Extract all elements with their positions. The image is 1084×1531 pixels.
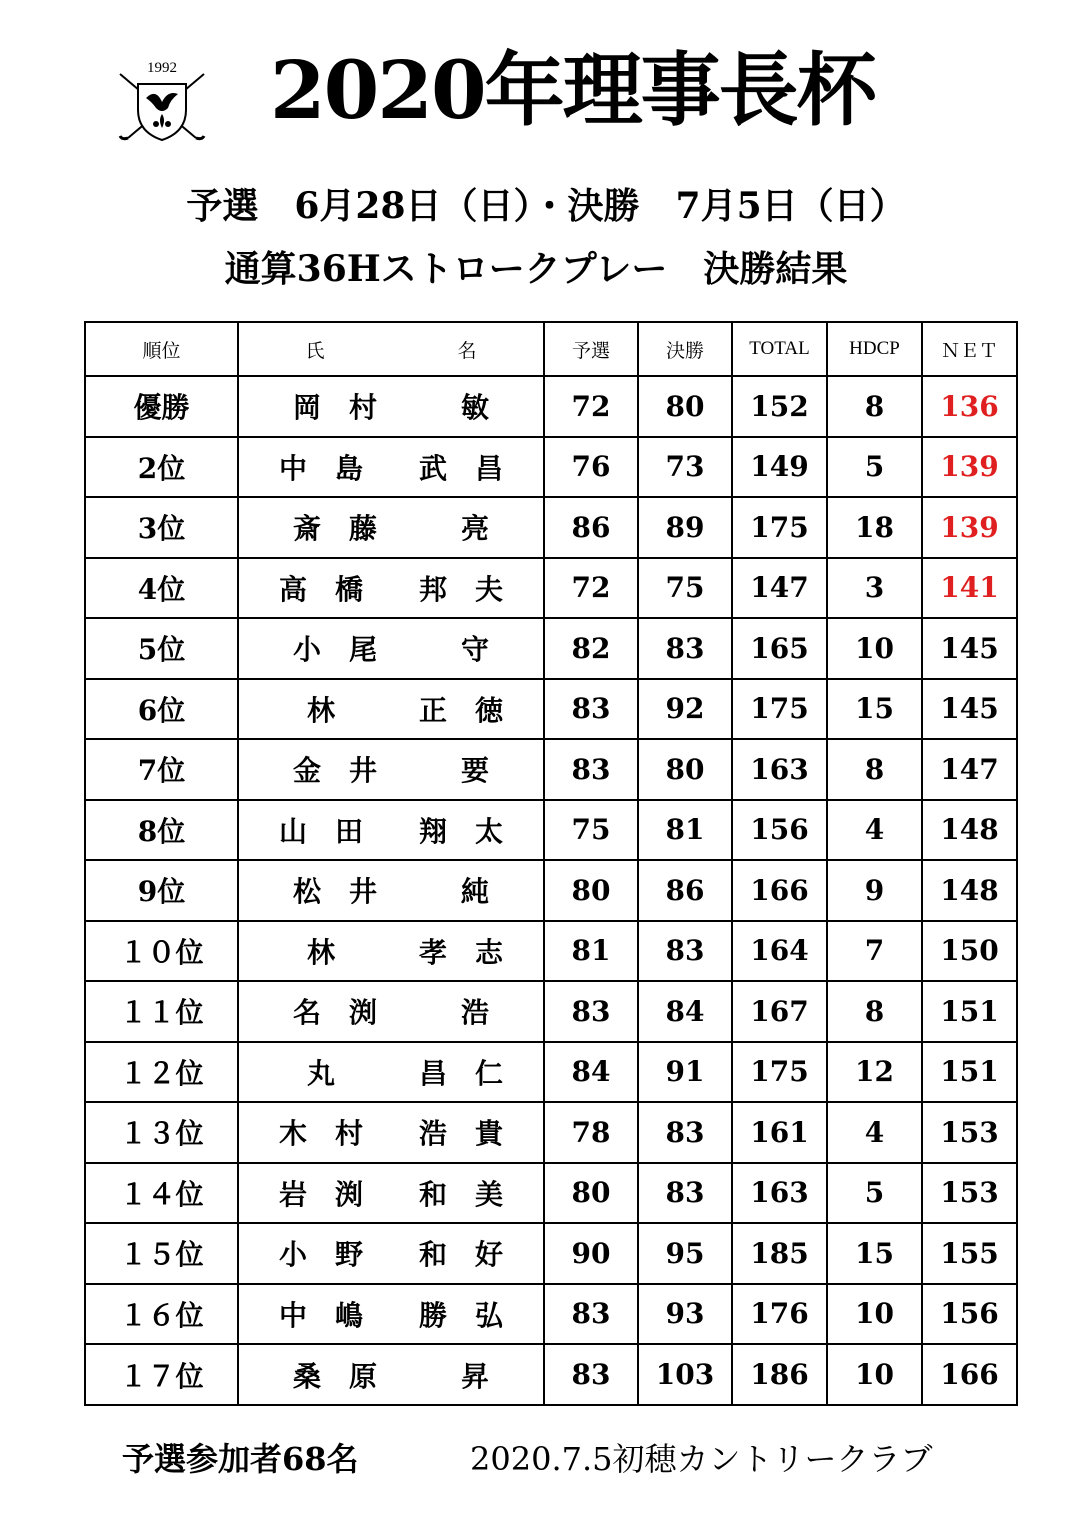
cell-name: 名 渕 浩 <box>238 981 544 1042</box>
cell-prelim: 83 <box>544 1344 638 1405</box>
cell-total: 167 <box>732 981 827 1042</box>
cell-final: 83 <box>638 618 732 679</box>
club-logo <box>112 58 212 154</box>
header-hdcp: HDCP <box>827 322 922 376</box>
cell-final: 80 <box>638 376 732 437</box>
cell-name: 中 島 武 昌 <box>238 437 544 498</box>
cell-net: 148 <box>922 860 1017 921</box>
cell-rank: 4位 <box>85 558 238 619</box>
cell-rank: 6位 <box>85 679 238 740</box>
cell-total: 166 <box>732 860 827 921</box>
cell-final: 75 <box>638 558 732 619</box>
cell-prelim: 86 <box>544 497 638 558</box>
cell-rank: 8位 <box>85 800 238 861</box>
cell-total: 161 <box>732 1102 827 1163</box>
table-row <box>85 921 1017 982</box>
cell-hdcp: 5 <box>827 1163 922 1224</box>
cell-net: 136 <box>922 376 1017 437</box>
header-row <box>85 322 1017 376</box>
table-row <box>85 679 1017 740</box>
cell-hdcp: 3 <box>827 558 922 619</box>
cell-prelim: 76 <box>544 437 638 498</box>
logo-year: 1992 <box>147 60 177 76</box>
header-net: ＮＥＴ <box>922 322 1017 376</box>
cell-hdcp: 15 <box>827 679 922 740</box>
table-row <box>85 497 1017 558</box>
cell-prelim: 83 <box>544 1284 638 1345</box>
cell-hdcp: 10 <box>827 1284 922 1345</box>
participants-count: 予選参加者68名 <box>122 1440 359 1478</box>
cell-hdcp: 5 <box>827 437 922 498</box>
cell-prelim: 83 <box>544 981 638 1042</box>
cell-rank: １４位 <box>85 1163 238 1224</box>
cell-final: 95 <box>638 1223 732 1284</box>
schedule-subtitle: 予選 6月28日（日）・決勝 7月5日（日） <box>186 185 906 227</box>
cell-net: 153 <box>922 1102 1017 1163</box>
cell-net: 139 <box>922 497 1017 558</box>
results-subtitle: 通算36Hストロークプレー 決勝結果 <box>224 248 848 290</box>
table-row <box>85 376 1017 437</box>
table-row <box>85 558 1017 619</box>
cell-prelim: 83 <box>544 739 638 800</box>
cell-name: 山 田 翔 太 <box>238 800 544 861</box>
cell-final: 73 <box>638 437 732 498</box>
results-body <box>85 376 1017 1405</box>
cell-name: 岩 渕 和 美 <box>238 1163 544 1224</box>
cell-name: 木 村 浩 貴 <box>238 1102 544 1163</box>
cell-net: 153 <box>922 1163 1017 1224</box>
cell-final: 81 <box>638 800 732 861</box>
cell-hdcp: 10 <box>827 1344 922 1405</box>
cell-name: 松 井 純 <box>238 860 544 921</box>
table-row <box>85 860 1017 921</box>
date-venue: 2020.7.5初穂カントリークラブ <box>470 1440 933 1478</box>
cell-final: 92 <box>638 679 732 740</box>
page-title: 2020年理事長杯 <box>270 43 875 137</box>
cell-net: 145 <box>922 679 1017 740</box>
cell-rank: １１位 <box>85 981 238 1042</box>
cell-name: 林 正 徳 <box>238 679 544 740</box>
results-table <box>84 321 1018 1406</box>
cell-final: 84 <box>638 981 732 1042</box>
cell-name: 中 嶋 勝 弘 <box>238 1284 544 1345</box>
cell-rank: １７位 <box>85 1344 238 1405</box>
cell-final: 83 <box>638 1102 732 1163</box>
cell-total: 165 <box>732 618 827 679</box>
cell-total: 175 <box>732 497 827 558</box>
cell-final: 80 <box>638 739 732 800</box>
cell-net: 166 <box>922 1344 1017 1405</box>
cell-hdcp: 7 <box>827 921 922 982</box>
cell-net: 155 <box>922 1223 1017 1284</box>
cell-net: 147 <box>922 739 1017 800</box>
cell-total: 176 <box>732 1284 827 1345</box>
cell-prelim: 80 <box>544 1163 638 1224</box>
table-row <box>85 437 1017 498</box>
cell-rank: １５位 <box>85 1223 238 1284</box>
cell-total: 152 <box>732 376 827 437</box>
cell-net: 151 <box>922 981 1017 1042</box>
cell-net: 151 <box>922 1042 1017 1103</box>
cell-net: 141 <box>922 558 1017 619</box>
cell-net: 139 <box>922 437 1017 498</box>
cell-final: 86 <box>638 860 732 921</box>
cell-total: 163 <box>732 1163 827 1224</box>
cell-rank: 9位 <box>85 860 238 921</box>
golf-club-crest-icon <box>112 58 212 154</box>
cell-rank: 3位 <box>85 497 238 558</box>
cell-prelim: 81 <box>544 921 638 982</box>
cell-hdcp: 4 <box>827 1102 922 1163</box>
cell-final: 83 <box>638 1163 732 1224</box>
cell-total: 163 <box>732 739 827 800</box>
cell-name: 斎 藤 亮 <box>238 497 544 558</box>
cell-rank: 2位 <box>85 437 238 498</box>
cell-final: 91 <box>638 1042 732 1103</box>
cell-hdcp: 9 <box>827 860 922 921</box>
header-prelim: 予選 <box>544 322 638 376</box>
cell-final: 103 <box>638 1344 732 1405</box>
cell-hdcp: 4 <box>827 800 922 861</box>
cell-name: 小 尾 守 <box>238 618 544 679</box>
cell-hdcp: 15 <box>827 1223 922 1284</box>
cell-prelim: 72 <box>544 376 638 437</box>
cell-total: 185 <box>732 1223 827 1284</box>
header-final: 決勝 <box>638 322 732 376</box>
cell-rank: １２位 <box>85 1042 238 1103</box>
cell-prelim: 84 <box>544 1042 638 1103</box>
cell-final: 83 <box>638 921 732 982</box>
cell-hdcp: 18 <box>827 497 922 558</box>
cell-hdcp: 12 <box>827 1042 922 1103</box>
cell-total: 175 <box>732 1042 827 1103</box>
table-row <box>85 1042 1017 1103</box>
cell-total: 147 <box>732 558 827 619</box>
cell-name: 丸 昌 仁 <box>238 1042 544 1103</box>
cell-hdcp: 8 <box>827 739 922 800</box>
cell-name: 桑 原 昇 <box>238 1344 544 1405</box>
cell-hdcp: 10 <box>827 618 922 679</box>
cell-prelim: 80 <box>544 860 638 921</box>
cell-rank: １０位 <box>85 921 238 982</box>
header-name: 氏 名 <box>238 322 544 376</box>
header-rank: 順位 <box>85 322 238 376</box>
cell-rank: 7位 <box>85 739 238 800</box>
cell-net: 150 <box>922 921 1017 982</box>
table-row <box>85 618 1017 679</box>
cell-hdcp: 8 <box>827 981 922 1042</box>
cell-prelim: 75 <box>544 800 638 861</box>
cell-prelim: 82 <box>544 618 638 679</box>
cell-rank: 優勝 <box>85 376 238 437</box>
cell-total: 186 <box>732 1344 827 1405</box>
table-row <box>85 800 1017 861</box>
cell-net: 145 <box>922 618 1017 679</box>
cell-name: 金 井 要 <box>238 739 544 800</box>
cell-hdcp: 8 <box>827 376 922 437</box>
cell-final: 89 <box>638 497 732 558</box>
cell-name: 高 橋 邦 夫 <box>238 558 544 619</box>
cell-net: 148 <box>922 800 1017 861</box>
table-row <box>85 1102 1017 1163</box>
header-total: TOTAL <box>732 322 827 376</box>
cell-rank: １６位 <box>85 1284 238 1345</box>
cell-total: 149 <box>732 437 827 498</box>
cell-prelim: 78 <box>544 1102 638 1163</box>
table-row <box>85 981 1017 1042</box>
cell-name: 岡 村 敏 <box>238 376 544 437</box>
cell-name: 林 孝 志 <box>238 921 544 982</box>
cell-name: 小 野 和 好 <box>238 1223 544 1284</box>
table-row <box>85 739 1017 800</box>
cell-final: 93 <box>638 1284 732 1345</box>
cell-total: 156 <box>732 800 827 861</box>
table-row <box>85 1223 1017 1284</box>
table-row <box>85 1344 1017 1405</box>
cell-rank: 5位 <box>85 618 238 679</box>
cell-prelim: 90 <box>544 1223 638 1284</box>
cell-rank: １３位 <box>85 1102 238 1163</box>
cell-prelim: 72 <box>544 558 638 619</box>
cell-total: 175 <box>732 679 827 740</box>
cell-net: 156 <box>922 1284 1017 1345</box>
cell-total: 164 <box>732 921 827 982</box>
table-row <box>85 1163 1017 1224</box>
table-row <box>85 1284 1017 1345</box>
cell-prelim: 83 <box>544 679 638 740</box>
